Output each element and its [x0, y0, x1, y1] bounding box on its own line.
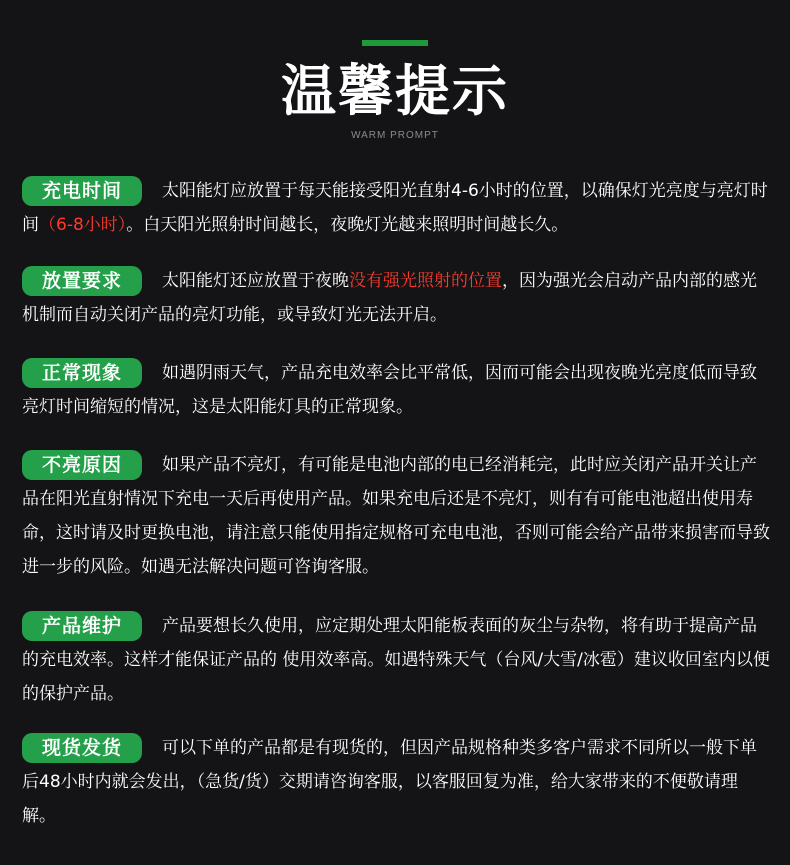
- section-shipping: [22, 731, 770, 833]
- section-badge: 充电时间: [22, 176, 142, 206]
- section-text: 太阳能灯还应放置于夜晚: [162, 271, 349, 291]
- section-badge: 不亮原因: [22, 450, 142, 480]
- section-highlight-text: （6-8小时）: [39, 215, 127, 235]
- section-badge: 放置要求: [22, 266, 142, 296]
- section-charging-time: [22, 174, 770, 242]
- section-text: 如果产品不亮灯，有可能是电池内部的电已经消耗完，此时应关闭产品开关让产品在阳光直射情况下充电一天后再使用产品。如果充电后还是不亮灯，则有有可能电池超出使用寿命，这时请及时更换电池，请注意只能使用指定规格可充电电池，否则可能会给产品带来损害而导致进一步的风险。如遇无法解决问题可咨询客服。: [22, 455, 770, 577]
- section-highlight-text: 没有强光照射的位置: [349, 271, 502, 291]
- section-not-lighting-reasons: [22, 448, 770, 584]
- section-text-continued: ，因为强光会启动产品内部的感光机制而自动关闭产品的亮灯功能，或导致灯光无法开启。: [22, 271, 757, 325]
- section-text: 产品要想长久使用，应定期处理太阳能板表面的灰尘与杂物，将有助于提高产品的充电效率。这样才能保证产品的 使用效率高。如遇特殊天气（台风/大雪/冰雹）建议收回室内以便的保护产品。: [22, 616, 770, 704]
- section-text-continued: 。白天阳光照射时间越长，夜晚灯光越来照明时间越长久。: [126, 215, 569, 235]
- section-badge: 产品维护: [22, 611, 142, 641]
- section-maintenance: [22, 609, 770, 711]
- page-title: 温馨提示: [280, 59, 509, 123]
- section-badge: 正常现象: [22, 358, 142, 388]
- section-text: 如遇阴雨天气，产品充电效率会比平常低，因而可能会出现夜晚光亮度低而导致亮灯时间缩短的情况，这是太阳能灯具的正常现象。: [22, 363, 757, 417]
- section-text: 可以下单的产品都是有现货的，但因产品规格种类多客户需求不同所以一般下单后48小时内就会发出，（急货/货）交期请咨询客服，以客服回复为准，给大家带来的不便敬请理解。: [22, 738, 757, 826]
- section-text: 太阳能灯应放置于每天能接受阳光直射4-6小时的位置，以确保灯光亮度与亮灯时间: [22, 181, 768, 235]
- section-placement: [22, 264, 770, 332]
- title-accent-bar: [362, 40, 428, 46]
- page-subtitle: WARM PROMPT: [351, 130, 439, 141]
- section-badge: 现货发货: [22, 733, 142, 763]
- section-normal-phenomenon: [22, 356, 770, 424]
